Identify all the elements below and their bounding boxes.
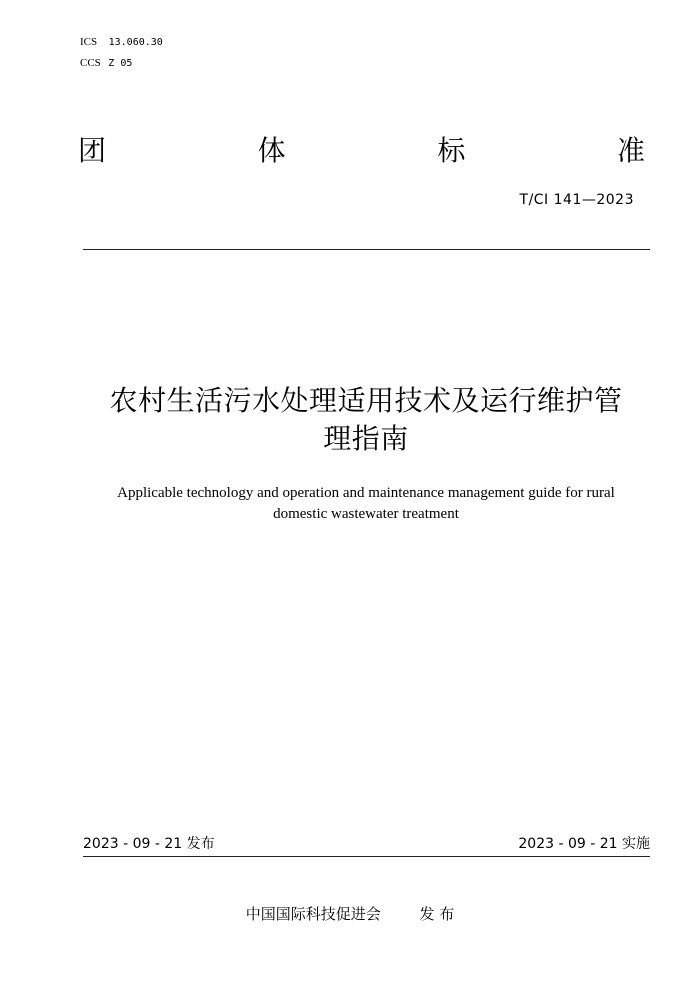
- ccs-code: Z 05: [108, 58, 133, 69]
- publisher-line: [0, 903, 700, 925]
- classification-block: [80, 32, 163, 74]
- ccs-label: CCS: [80, 57, 101, 69]
- standard-number: T/CI 141—2023: [519, 192, 634, 208]
- issue-date: 2023 - 09 - 21 发布: [83, 836, 215, 852]
- english-title-line: domestic wastewater treatment: [273, 506, 459, 522]
- standard-type-char: 准: [616, 134, 645, 167]
- ics-row: [80, 32, 163, 53]
- publisher-action: 发 布: [419, 905, 455, 923]
- ics-code: 13.060.30: [108, 37, 163, 48]
- chinese-title-line: 农村生活污水处理适用技术及运行维护管: [109, 384, 623, 417]
- chinese-title-line: 理指南: [323, 422, 409, 455]
- standard-type-char: 团: [78, 134, 107, 167]
- chinese-title: [80, 382, 652, 458]
- ics-label: ICS: [80, 36, 98, 48]
- english-title: [80, 483, 652, 525]
- top-divider: [83, 249, 650, 250]
- standard-type-char: 标: [437, 134, 466, 167]
- english-title-line: Applicable technology and operation and maintenance management guide for rural: [117, 485, 615, 501]
- standard-type-char: 体: [257, 134, 286, 167]
- standard-type-heading: [78, 133, 645, 169]
- bottom-divider: [83, 856, 650, 857]
- ccs-row: [80, 53, 163, 74]
- publisher-org: 中国国际科技促进会: [245, 905, 381, 923]
- implementation-date: 2023 - 09 - 21 实施: [518, 836, 650, 852]
